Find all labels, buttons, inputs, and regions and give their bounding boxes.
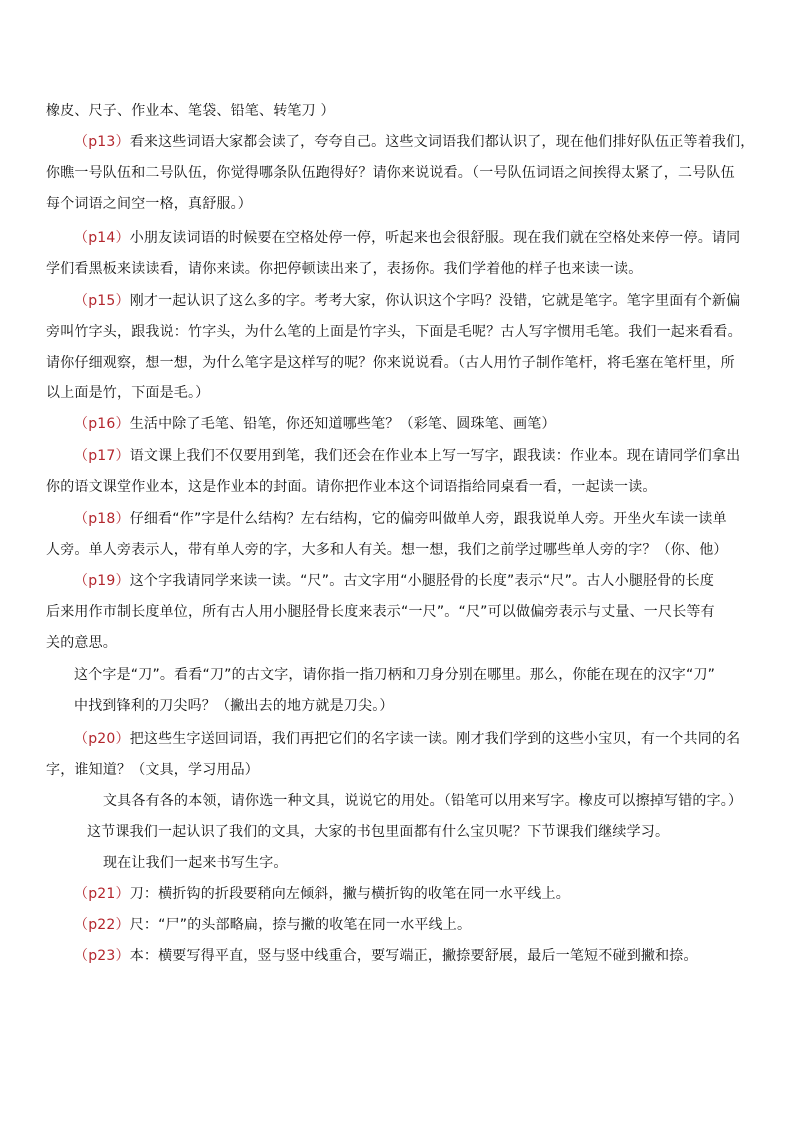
text-line: 现在让我们一起来书写生字。 — [103, 855, 288, 871]
text-line: 你瞧一号队伍和二号队伍，你觉得哪条队伍跑得好？请你来说说看。（一号队伍词语之间挨得太紧了，二号队伍 — [46, 165, 735, 181]
page-tag: （p17） — [74, 448, 130, 464]
text-line: 小朋友读词语的时候要在空格处停一停，听起来也会很舒服。现在我们就在空格处来停一停。请同 — [129, 230, 741, 246]
text-line: 这个字我请同学来读一读。“尺”。古文字用“小腿胫骨的长度”表示“尺”。古人小腿胫骨的长度 — [129, 573, 715, 589]
paragraph-p15 — [74, 291, 740, 311]
page-tag: （p13） — [74, 134, 130, 150]
paragraph-p23 — [74, 946, 698, 966]
text-line: 本：横要写得平直，竖与竖中线重合，要写端正，撇捺要舒展，最后一笔短不碰到撇和捺。 — [129, 948, 698, 964]
text-line: 你的语文课堂作业本，这是作业本的封面。请你把作业本这个词语指给同桌看一看，一起读一读。 — [46, 479, 657, 495]
page-tag: （p23） — [74, 948, 130, 964]
text-line: 橡皮、尺子、作业本、笔袋、铅笔、转笔刀 ） — [46, 103, 335, 119]
text-line: 中找到锋利的刀尖吗？（撇出去的地方就是刀尖。） — [74, 698, 394, 714]
paragraph-p13 — [74, 132, 755, 152]
paragraph-p17 — [74, 446, 740, 466]
paragraph-p18 — [74, 509, 727, 529]
page-tag: （p20） — [74, 731, 130, 747]
page-tag: （p18） — [74, 511, 130, 527]
text-line: 每个词语之间空一格，真舒服。） — [46, 196, 252, 212]
text-line: 学们看黑板来读读看，请你来读。你把停顿读出来了，表扬你。我们学着他的样子也来读一读。 — [46, 261, 643, 277]
page-tag: （p19） — [74, 573, 130, 589]
text-line: 文具各有各的本领，请你选一种文具，说说它的用处。（铅笔可以用来写字。橡皮可以擦掉写错的字。） — [103, 793, 743, 809]
text-line: 关的意思。 — [46, 635, 117, 651]
text-line: 生活中除了毛笔、铅笔，你还知道哪些笔？（彩笔、圆珠笔、画笔） — [129, 416, 556, 432]
text-line: 后来用作市制长度单位，所有古人用小腿胫骨长度来表示“一尺”。“尺”可以做偏旁表示与丈量、一尺长等有 — [46, 604, 715, 620]
text-line: 尺：“尸”的头部略扁，捺与撇的收笔在同一水平线上。 — [129, 917, 472, 933]
text-line: 以上面是竹，下面是毛。） — [46, 385, 210, 401]
paragraph-p20 — [74, 729, 740, 749]
text-line: 请你仔细观察，想一想，为什么笔字是这样写的呢？你来说说看。（古人用竹子制作笔杆，将毛塞在笔杆里，所 — [46, 355, 735, 371]
text-line: 刀：横折钩的折段要稍向左倾斜，撇与横折钩的收笔在同一水平线上。 — [129, 886, 570, 902]
paragraph-p22 — [74, 915, 471, 935]
paragraph-p14 — [74, 228, 740, 248]
text-line: 语文课上我们不仅要用到笔，我们还会在作业本上写一写字，跟我读：作业本。现在请同学们拿出 — [129, 448, 741, 464]
text-line: 人旁。单人旁表示人，带有单人旁的字，大多和人有关。想一想，我们之前学过哪些单人旁的字？（你、他） — [46, 542, 728, 558]
text-line: 把这些生字送回词语，我们再把它们的名字读一读。刚才我们学到的这些小宝贝，有一个共同的名 — [129, 731, 741, 747]
text-line: 仔细看“作”字是什么结构？左右结构，它的偏旁叫做单人旁，跟我说单人旁。开坐火车读一读单 — [129, 511, 727, 527]
text-line: 旁叫竹字头，跟我说：竹字头，为什么笔的上面是竹字头，下面是毛呢？古人写字惯用毛笔。我们一起来看看。 — [46, 324, 742, 340]
text-line: 刚才一起认识了这么多的字。考考大家，你认识这个字吗？没错，它就是笔字。笔字里面有个新偏 — [129, 293, 741, 309]
page-tag: （p15） — [74, 293, 130, 309]
page-tag: （p21） — [74, 886, 130, 902]
page-tag: （p16） — [74, 416, 130, 432]
paragraph-p16 — [74, 414, 556, 434]
paragraph-p19 — [74, 571, 714, 591]
page-tag: （p22） — [74, 917, 130, 933]
text-line: 看来这些词语大家都会读了，夸夸自己。这些文词语我们都认识了，现在他们排好队伍正等着我们， — [129, 134, 755, 150]
page-tag: （p14） — [74, 230, 130, 246]
text-line: 这节课我们一起认识了我们的文具，大家的书包里面都有什么宝贝呢？下节课我们继续学习。 — [87, 824, 670, 840]
text-line: 这个字是“刀”。看看“刀”的古文字，请你指一指刀柄和刀身分别在哪里。那么，你能在现在的汉字“刀” — [74, 667, 716, 683]
paragraph-p21 — [74, 884, 570, 904]
text-line: 字，谁知道？（文具，学习用品） — [46, 762, 259, 778]
